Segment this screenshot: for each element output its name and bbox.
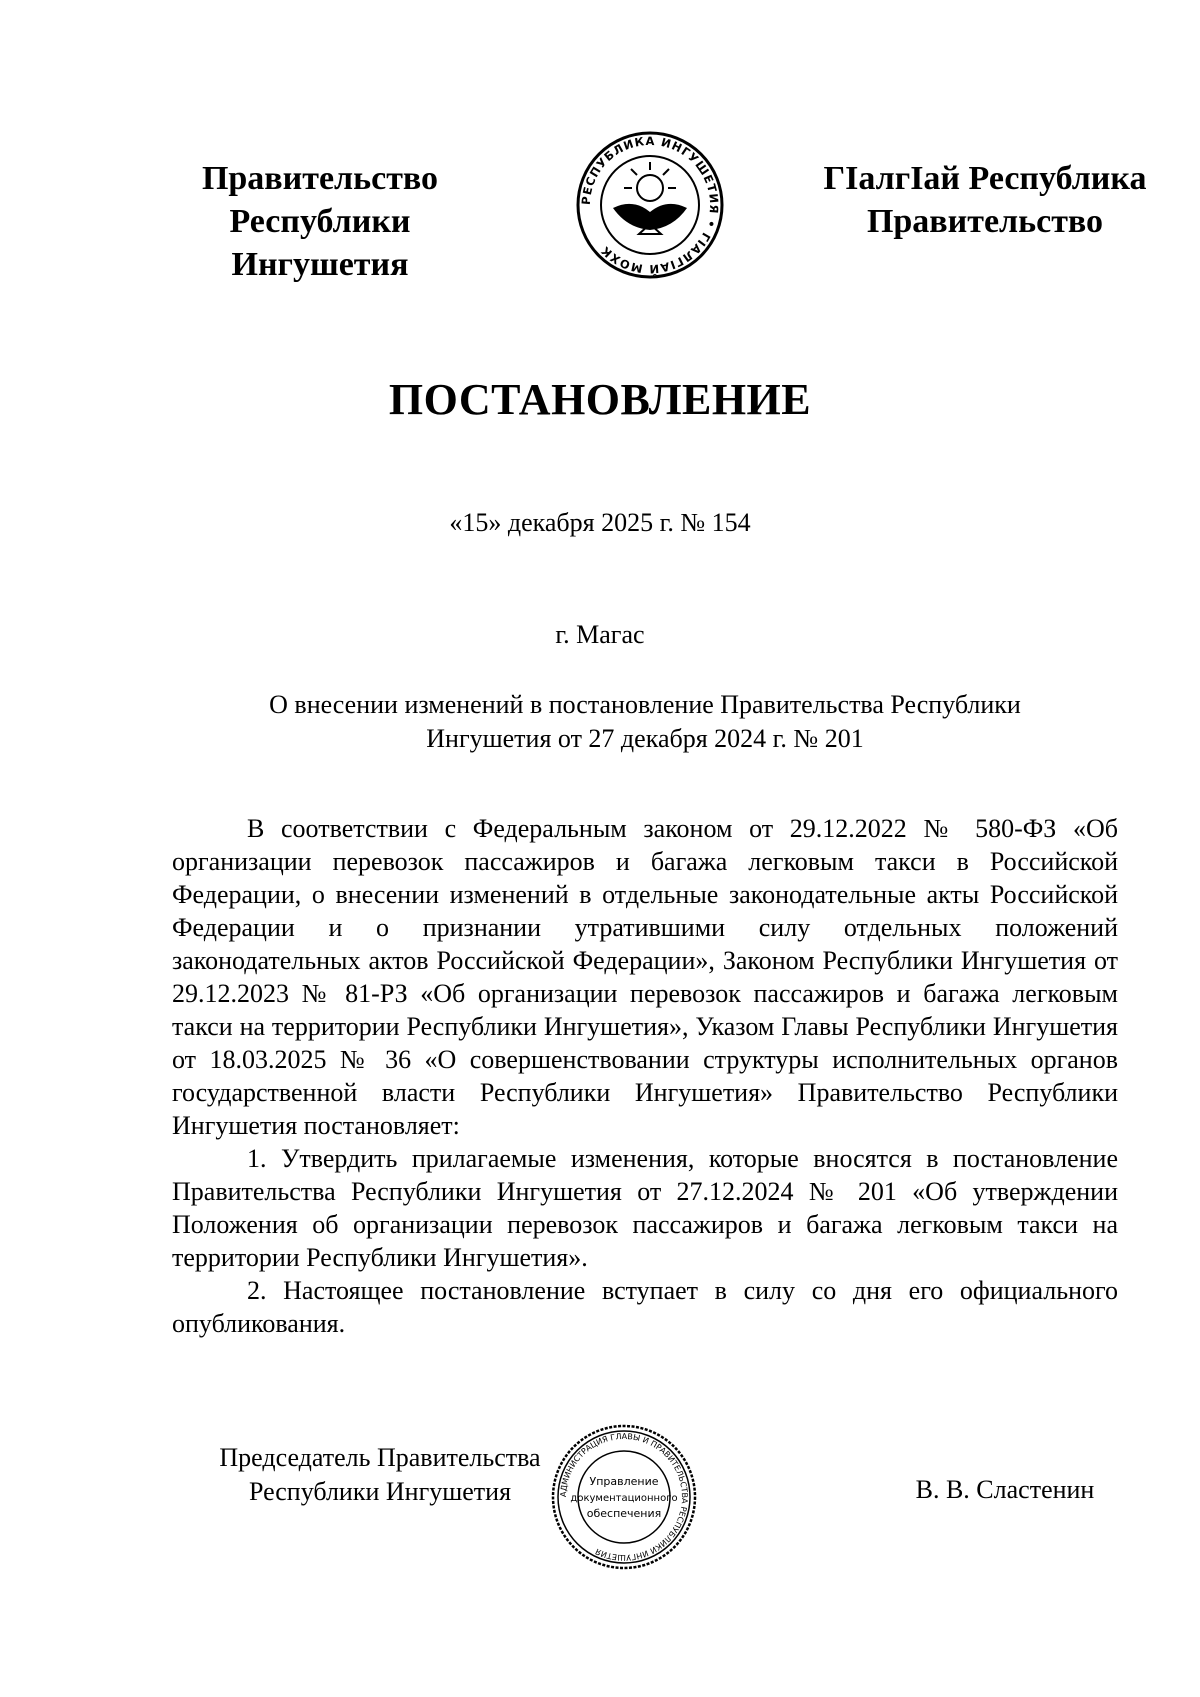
- body-paragraph: 1. Утвердить прилагаемые изменения, которые вносятся в постановление Правительства Республики Ингушетия от 27.12.2024 № 201 «Об утверждении Положения об организации перевозок пассажиров и багажа легковым такси на территории Республики Ингушетия».: [172, 1144, 1118, 1272]
- svg-text:Управление: Управление: [589, 1475, 659, 1488]
- header-left-line: Ингушетия: [231, 246, 409, 283]
- svg-text:РЕСПУБЛИКА ИНГУШЕТИЯ • ГIАЛГIА: РЕСПУБЛИКА ИНГУШЕТИЯ • ГIАЛГIАЙ МОХК: [578, 133, 722, 277]
- signatory-position-line: Председатель Правительства: [219, 1443, 541, 1472]
- header-right-line: ГIалгIай Республика: [823, 160, 1147, 197]
- subject-line: Ингушетия от 27 декабря 2024 г. № 201: [426, 724, 864, 753]
- signatory-position: [195, 1441, 565, 1509]
- header-left-line: Правительство: [201, 160, 439, 197]
- header-left-line: Республики: [229, 203, 411, 240]
- emblem-seal-icon: [575, 130, 725, 280]
- header-right-line: Правительство: [866, 203, 1104, 240]
- header-left: [170, 157, 470, 286]
- header-right: [800, 157, 1170, 243]
- body-paragraph: В соответствии с Федеральным законом от 29.12.2022 № 580-ФЗ «Об организации перевозок пассажиров и багажа легковым такси в Российской Федерации, о внесении изменений в отдельные законодательные акты Российской Федерации и о признании утратившими силу отдельных положений законодательных актов Российской Федерации», Законом Республики Ингушетия от 29.12.2023 № 81-РЗ «Об организации перевозок пассажиров и багажа легковым такси на территории Республики Ингушетия», Указом Главы Республики Ингушетия от 18.03.2025 № 36 «О совершенствовании структуры исполнительных органов государственной власти Республики Ингушетия» Правительство Республики Ингушетия постановляет:: [172, 814, 1118, 1140]
- document-title: ПОСТАНОВЛЕНИЕ: [388, 375, 812, 424]
- document-date: «15» декабря 2025 г. № 154: [449, 508, 751, 537]
- signatory-position-line: Республики Ингушетия: [248, 1477, 512, 1506]
- subject-line: О внесении изменений в постановление Правительства Республики: [269, 690, 1021, 719]
- document-body: [172, 812, 1118, 1340]
- document-city: г. Магас: [555, 620, 645, 649]
- svg-text:обеспечения: обеспечения: [586, 1507, 662, 1520]
- signatory-name: В. В. Сластенин: [915, 1475, 1095, 1504]
- document-subject: [220, 688, 1070, 756]
- svg-text:документационного: документационного: [570, 1493, 678, 1504]
- official-stamp-icon: [548, 1423, 700, 1571]
- body-paragraph: 2. Настоящее постановление вступает в силу со дня его официального опубликования.: [172, 1276, 1118, 1338]
- svg-text:АДМИНИСТРАЦИЯ ГЛАВЫ И ПРАВИТЕЛ: АДМИНИСТРАЦИЯ ГЛАВЫ И ПРАВИТЕЛЬСТВА РЕСПУБЛИКИ ИНГУШЕТИЯ: [558, 1431, 690, 1563]
